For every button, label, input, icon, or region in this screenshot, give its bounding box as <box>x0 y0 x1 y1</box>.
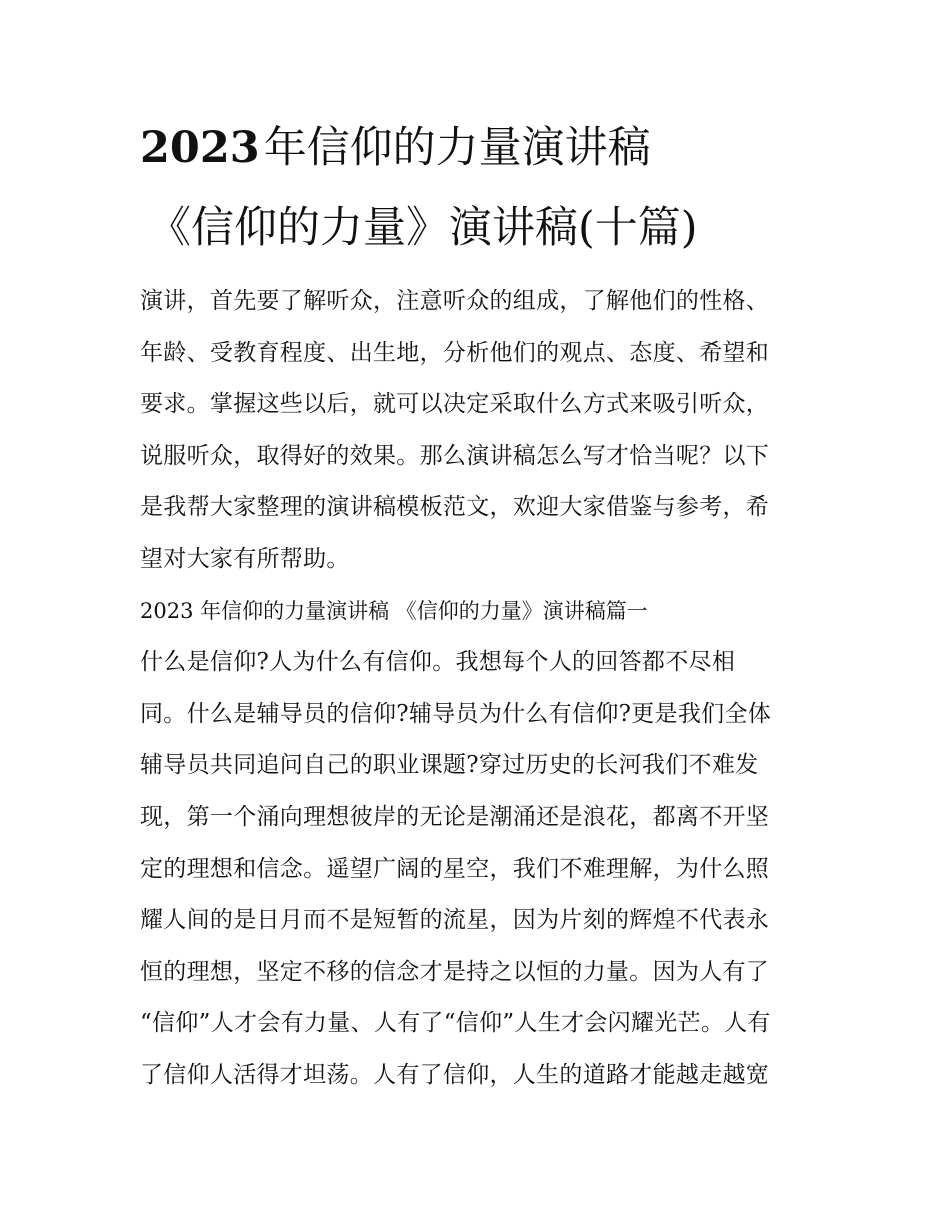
intro-line: 演讲，首先要了解听众，注意听众的组成，了解他们的性格、 <box>140 288 770 314</box>
section-line: “信仰”人才会有力量、人有了“信仰”人生才会闪耀光芒。人有 <box>140 1010 771 1037</box>
title-year: 2023 <box>140 123 260 173</box>
section-line: 辅导员共同追问自己的职业课题?穿过历史的长河我们不难发 <box>140 752 759 779</box>
document-title <box>140 120 840 176</box>
intro-line: 年龄、受教育程度、出生地，分析他们的观点、态度、希望和 <box>140 339 770 366</box>
intro-line: 望对大家有所帮助。 <box>140 545 350 572</box>
intro-line: 说服听众，取得好的效果。那么演讲稿怎么写才恰当呢？以下 <box>140 442 770 469</box>
title-text: 年信仰的力量演讲稿 <box>263 123 651 173</box>
intro-line: 要求。掌握这些以后，就可以决定采取什么方式来吸引听众， <box>140 391 770 418</box>
section-line: 同。什么是辅导员的信仰?辅导员为什么有信仰?更是我们全体 <box>140 700 772 727</box>
section-line: 定的理想和信念。遥望广阔的星空，我们不难理解，为什么照 <box>140 855 770 882</box>
intro-line: 是我帮大家整理的演讲稿模板范文，欢迎大家借鉴与参考，希 <box>140 494 770 521</box>
section-line: 了信仰人活得才坦荡。人有了信仰，人生的道路才能越走越宽 <box>140 1061 770 1088</box>
section-heading: 2023 年信仰的力量演讲稿 《信仰的力量》演讲稿篇一 <box>140 598 648 623</box>
section-line: 现，第一个涌向理想彼岸的无论是潮涌还是浪花，都离不开坚 <box>140 803 770 830</box>
section-line: 耀人间的是日月而不是短暂的流星，因为片刻的辉煌不代表永 <box>140 907 770 934</box>
document-subtitle: 《信仰的力量》演讲稿(十篇) <box>148 203 698 253</box>
section-line: 恒的理想，坚定不移的信念才是持之以恒的力量。因为人有了 <box>140 958 770 985</box>
section-line: 什么是信仰?人为什么有信仰。我想每个人的回答都不尽相 <box>140 649 736 676</box>
document-body <box>140 278 820 1104</box>
